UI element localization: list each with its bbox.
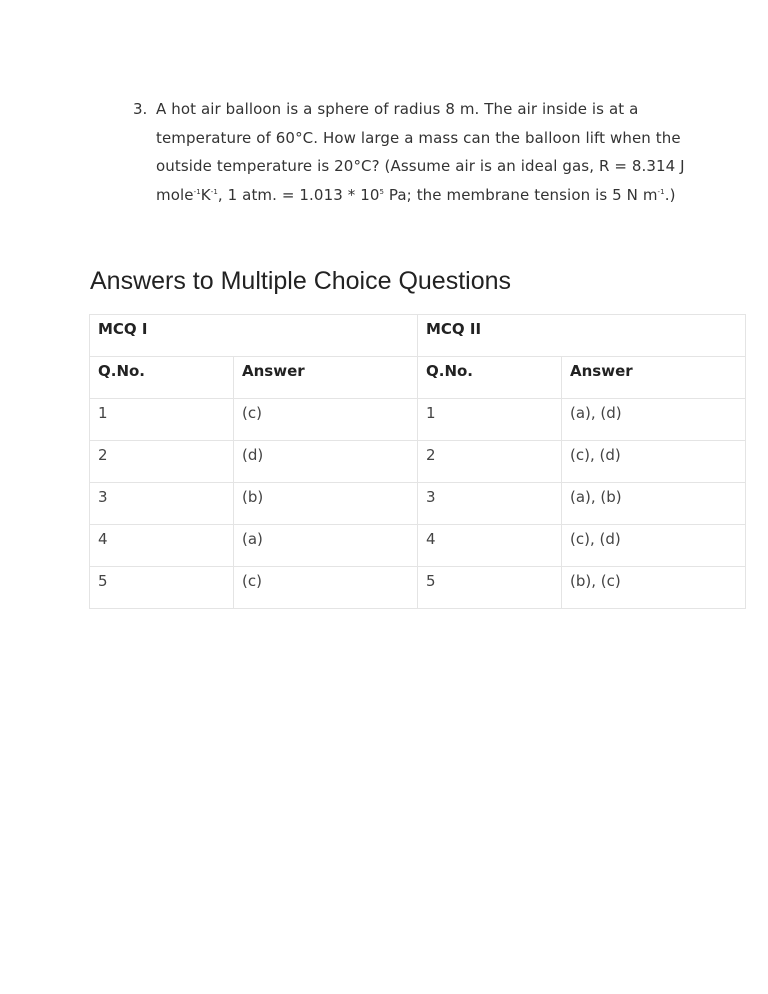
group-header-mcq-1: MCQ I	[90, 315, 418, 357]
mcq1-qno-cell: 5	[90, 567, 234, 609]
mcq2-qno-cell: 3	[418, 483, 562, 525]
superscript: -1	[210, 187, 218, 196]
column-header-answer: Answer	[562, 357, 746, 399]
mcq1-answer-cell: (d)	[234, 441, 418, 483]
mcq2-answer-cell: (c), (d)	[562, 441, 746, 483]
question-text-part: .)	[664, 185, 676, 204]
mcq1-qno-cell: 3	[90, 483, 234, 525]
table-row	[90, 441, 746, 483]
table-row	[90, 483, 746, 525]
mcq1-answer-cell: (a)	[234, 525, 418, 567]
question-text-part: Pa; the membrane tension is 5 N m	[384, 185, 658, 204]
table-row	[90, 525, 746, 567]
question-number: 3.	[133, 100, 148, 118]
table-column-header-row	[90, 357, 746, 399]
superscript: -1	[193, 187, 201, 196]
mcq1-qno-cell: 4	[90, 525, 234, 567]
section-heading: Answers to Multiple Choice Questions	[90, 267, 512, 295]
answers-table	[89, 314, 746, 609]
question-text-part: , 1 atm. = 1.013 * 10	[217, 185, 380, 204]
group-header-mcq-2: MCQ II	[418, 315, 746, 357]
table-row	[90, 399, 746, 441]
superscript: -1	[657, 187, 665, 196]
mcq2-answer-cell: (b), (c)	[562, 567, 746, 609]
question-text	[156, 95, 693, 209]
mcq2-qno-cell: 2	[418, 441, 562, 483]
mcq2-answer-cell: (a), (b)	[562, 483, 746, 525]
mcq1-answer-cell: (c)	[234, 567, 418, 609]
table-row	[90, 567, 746, 609]
mcq1-answer-cell: (c)	[234, 399, 418, 441]
mcq1-answer-cell: (b)	[234, 483, 418, 525]
mcq2-answer-cell: (a), (d)	[562, 399, 746, 441]
question-text-part: A hot air balloon is a sphere of radius 8 m. The air inside is at a temperature of 60°C. How large a mass can the balloon lift when the outside temperature is 20°C? (Assume air is an ideal gas, R = 8.314 J mole	[156, 100, 685, 204]
mcq2-qno-cell: 5	[418, 567, 562, 609]
mcq1-qno-cell: 1	[90, 399, 234, 441]
superscript: 5	[379, 187, 385, 196]
column-header-qno: Q.No.	[90, 357, 234, 399]
mcq2-qno-cell: 1	[418, 399, 562, 441]
mcq2-qno-cell: 4	[418, 525, 562, 567]
mcq2-answer-cell: (c), (d)	[562, 525, 746, 567]
mcq1-qno-cell: 2	[90, 441, 234, 483]
column-header-answer: Answer	[234, 357, 418, 399]
table-group-header-row	[90, 315, 746, 357]
column-header-qno: Q.No.	[418, 357, 562, 399]
question-text-part: K	[200, 185, 211, 204]
